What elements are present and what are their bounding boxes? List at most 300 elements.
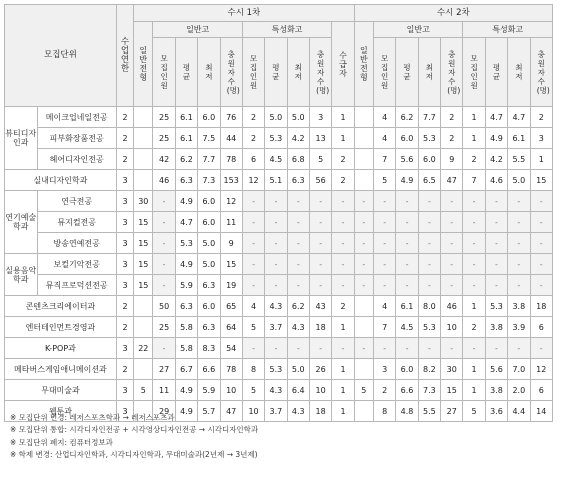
s2-general-hs-cell: 6.0 bbox=[396, 359, 418, 380]
footnote: ※ 모집단위 폐지: 컴퓨터정보과 bbox=[10, 437, 113, 447]
s1-general-hs-cell: - bbox=[153, 191, 175, 212]
s2-general-hs-cell: 4 bbox=[373, 107, 395, 128]
s1-special-hs-header: 특성화고 bbox=[242, 22, 331, 38]
s1-supp-cell: - bbox=[332, 254, 354, 275]
s1-special-hs-cell: 5.3 bbox=[265, 359, 287, 380]
s2-general-track-cell: 5 bbox=[354, 380, 373, 401]
s2-special-hs-cell: 4.7 bbox=[485, 107, 507, 128]
s1-supp-cell: 2 bbox=[332, 170, 354, 191]
s1-sh-fill-header: 충원자수(명) bbox=[309, 38, 331, 107]
s1-general-hs-cell: 6.1 bbox=[175, 107, 197, 128]
s1-general-hs-cell: 8.3 bbox=[198, 338, 220, 359]
s1-special-hs-cell: - bbox=[265, 191, 287, 212]
s1-general-hs-cell: 6.0 bbox=[198, 191, 220, 212]
s2-general-track-cell: - bbox=[354, 233, 373, 254]
unit-name-cell: K-POP과 bbox=[5, 338, 117, 359]
s1-special-hs-cell: - bbox=[265, 212, 287, 233]
years-header: 수업연한 bbox=[116, 5, 133, 107]
s1-general-track-cell: 15 bbox=[134, 212, 153, 233]
s1-special-hs-cell: 2 bbox=[242, 107, 264, 128]
table-row bbox=[5, 170, 553, 191]
s1-general-track-cell: 15 bbox=[134, 275, 153, 296]
s2-general-track-cell bbox=[354, 149, 373, 170]
group-cell: 실용음악학과 bbox=[5, 254, 38, 296]
s2-special-hs-cell: 1 bbox=[463, 359, 485, 380]
s1-general-track-cell: 15 bbox=[134, 233, 153, 254]
s2-special-hs-cell: 4.7 bbox=[508, 107, 530, 128]
s1-general-hs-cell: 4.9 bbox=[175, 401, 197, 422]
s2-general-hs-cell: 6.6 bbox=[396, 380, 418, 401]
s2-special-hs-cell: 5.5 bbox=[508, 149, 530, 170]
s2-general-hs-cell: - bbox=[441, 254, 463, 275]
s1-special-hs-cell: 10 bbox=[309, 380, 331, 401]
s2-general-hs-cell: - bbox=[373, 338, 395, 359]
s1-special-hs-cell: - bbox=[287, 233, 309, 254]
s1-general-hs-cell: 25 bbox=[153, 128, 175, 149]
s2-general-hs-cell: - bbox=[418, 275, 440, 296]
s2-general-hs-cell: - bbox=[418, 191, 440, 212]
s1-special-hs-cell: - bbox=[309, 338, 331, 359]
s1-general-track-cell bbox=[134, 128, 153, 149]
s1-general-hs-cell: 12 bbox=[220, 191, 242, 212]
years-cell: 3 bbox=[116, 233, 133, 254]
s1-general-hs-cell: 9 bbox=[220, 233, 242, 254]
s2-general-hs-cell: 5.6 bbox=[396, 149, 418, 170]
s2-general-hs-cell: 4.9 bbox=[396, 170, 418, 191]
s1-special-hs-cell: 4.5 bbox=[265, 149, 287, 170]
s2-general-hs-cell: 46 bbox=[441, 296, 463, 317]
s1-special-hs-cell: 5.3 bbox=[265, 128, 287, 149]
s1-supp-cell: 2 bbox=[332, 149, 354, 170]
s1-supp-cell: 1 bbox=[332, 128, 354, 149]
s2-sh-min-header: 최저 bbox=[508, 38, 530, 107]
s2-general-track-cell: - bbox=[354, 254, 373, 275]
s1-general-track-cell: 15 bbox=[134, 254, 153, 275]
s2-general-hs-cell: 6.5 bbox=[418, 170, 440, 191]
s1-special-hs-cell: - bbox=[265, 338, 287, 359]
s2-general-hs-cell: 4 bbox=[373, 296, 395, 317]
s1-supp-cell: - bbox=[332, 191, 354, 212]
s2-special-hs-cell: - bbox=[485, 254, 507, 275]
s2-special-hs-cell: 3.6 bbox=[485, 401, 507, 422]
s2-general-hs-cell: - bbox=[396, 212, 418, 233]
s1-general-track-cell bbox=[134, 149, 153, 170]
footnote: ※ 학제 변경: 산업디자인학과, 시각디자인학과, 무대미술과(2년제 → 3년제) bbox=[10, 450, 258, 460]
s2-general-track-cell bbox=[354, 128, 373, 149]
s2-special-hs-cell: 2 bbox=[463, 317, 485, 338]
s1-special-hs-cell: 4.3 bbox=[265, 296, 287, 317]
s2-general-hs-cell: 5.3 bbox=[418, 128, 440, 149]
s1-special-hs-cell: - bbox=[242, 233, 264, 254]
s1-special-hs-cell: 8 bbox=[242, 359, 264, 380]
s1-special-hs-cell: 12 bbox=[242, 170, 264, 191]
s1-general-hs-cell: 76 bbox=[220, 107, 242, 128]
s2-special-hs-cell: 5 bbox=[463, 401, 485, 422]
s2-gh-fill-header: 충원자수(명) bbox=[441, 38, 463, 107]
s1-general-hs-cell: - bbox=[153, 233, 175, 254]
s1-gh-min-header: 최저 bbox=[198, 38, 220, 107]
unit-header: 모집단위 bbox=[5, 5, 117, 107]
years-cell: 2 bbox=[116, 317, 133, 338]
s1-special-hs-cell: 5.0 bbox=[265, 107, 287, 128]
s2-special-hs-cell: 5.3 bbox=[485, 296, 507, 317]
s2-special-hs-cell: - bbox=[508, 275, 530, 296]
s2-special-hs-cell: 3.8 bbox=[485, 317, 507, 338]
s2-special-hs-cell: 15 bbox=[530, 170, 553, 191]
table-row bbox=[5, 275, 553, 296]
s2-general-hs-cell: - bbox=[418, 338, 440, 359]
unit-name-cell: 뮤지컬전공 bbox=[37, 212, 116, 233]
s2-special-hs-cell: 7.0 bbox=[508, 359, 530, 380]
s2-special-hs-cell: - bbox=[463, 254, 485, 275]
s1-supp-cell: - bbox=[332, 233, 354, 254]
s2-sh-fill-header: 충원자수(명) bbox=[530, 38, 553, 107]
unit-name-cell: 뮤직프로덕션전공 bbox=[37, 275, 116, 296]
s2-special-hs-cell: 1 bbox=[530, 149, 553, 170]
s1-general-hs-cell: 6.1 bbox=[175, 128, 197, 149]
s1-gh-avg-header: 평균 bbox=[175, 38, 197, 107]
years-cell: 2 bbox=[116, 359, 133, 380]
s1-special-hs-cell: - bbox=[287, 254, 309, 275]
s2-special-hs-cell: - bbox=[530, 275, 553, 296]
s1-special-hs-cell: 6.3 bbox=[287, 170, 309, 191]
s1-general-hs-cell: 6.2 bbox=[175, 149, 197, 170]
s2-general-hs-cell: 3 bbox=[373, 359, 395, 380]
s2-special-hs-cell: - bbox=[508, 212, 530, 233]
s1-general-hs-cell: 5.8 bbox=[175, 338, 197, 359]
s2-general-track-cell: - bbox=[354, 191, 373, 212]
s2-general-hs-cell: - bbox=[441, 275, 463, 296]
s1-general-hs-cell: 64 bbox=[220, 317, 242, 338]
s1-special-hs-cell: 4 bbox=[242, 296, 264, 317]
s2-general-hs-header: 일반고 bbox=[373, 22, 462, 38]
table-row bbox=[5, 107, 553, 128]
s2-special-hs-cell: 18 bbox=[530, 296, 553, 317]
unit-name-cell: 메이크업네일전공 bbox=[37, 107, 116, 128]
s2-general-hs-cell: - bbox=[441, 338, 463, 359]
s1-general-hs-cell: 44 bbox=[220, 128, 242, 149]
s1-general-hs-cell: 25 bbox=[153, 107, 175, 128]
s1-general-hs-cell: - bbox=[153, 275, 175, 296]
s2-general-hs-cell: 2 bbox=[373, 380, 395, 401]
unit-name-cell: 보컬기악전공 bbox=[37, 254, 116, 275]
table-row bbox=[5, 296, 553, 317]
s1-general-hs-cell: 5.8 bbox=[175, 317, 197, 338]
s1-supp-header: 수급자 bbox=[332, 22, 354, 107]
years-cell: 3 bbox=[116, 191, 133, 212]
s2-general-hs-cell: 8.0 bbox=[418, 296, 440, 317]
s2-general-hs-cell: 5.3 bbox=[418, 317, 440, 338]
s2-general-hs-cell: - bbox=[396, 275, 418, 296]
s2-special-hs-cell: 1 bbox=[463, 128, 485, 149]
s1-gh-recruit-header: 모집인원 bbox=[153, 38, 175, 107]
s1-special-hs-cell: 5.0 bbox=[287, 359, 309, 380]
s1-special-hs-cell: - bbox=[265, 275, 287, 296]
s1-supp-cell: 1 bbox=[332, 380, 354, 401]
admission-results-table bbox=[4, 4, 553, 422]
s2-special-hs-cell: 12 bbox=[530, 359, 553, 380]
susi-2-header: 수시 2차 bbox=[354, 5, 552, 22]
s2-gh-min-header: 최저 bbox=[418, 38, 440, 107]
s2-special-hs-cell: 4.2 bbox=[485, 149, 507, 170]
s1-special-hs-cell: 2 bbox=[242, 128, 264, 149]
s2-general-hs-cell: - bbox=[441, 212, 463, 233]
s2-general-hs-cell: 7.7 bbox=[418, 107, 440, 128]
s2-sh-recruit-header: 모집인원 bbox=[463, 38, 485, 107]
s2-general-hs-cell: - bbox=[418, 233, 440, 254]
years-cell: 3 bbox=[116, 380, 133, 401]
s1-supp-cell: - bbox=[332, 338, 354, 359]
s2-special-hs-cell: - bbox=[530, 233, 553, 254]
unit-name-cell: 무대미술과 bbox=[5, 380, 117, 401]
s1-special-hs-cell: - bbox=[265, 254, 287, 275]
s2-general-hs-cell: 4.5 bbox=[396, 317, 418, 338]
s2-special-hs-cell: 1 bbox=[463, 296, 485, 317]
s1-general-hs-cell: 6.3 bbox=[175, 296, 197, 317]
s2-special-hs-cell: 3 bbox=[530, 128, 553, 149]
s1-special-hs-cell: - bbox=[309, 254, 331, 275]
table-row bbox=[5, 380, 553, 401]
s1-general-hs-cell: 4.9 bbox=[175, 380, 197, 401]
s1-general-hs-cell: 5.7 bbox=[198, 401, 220, 422]
s1-special-hs-cell: 5.0 bbox=[287, 107, 309, 128]
s2-special-hs-cell: 5.0 bbox=[508, 170, 530, 191]
s2-general-hs-cell: - bbox=[441, 191, 463, 212]
unit-name-cell: 실내디자인학과 bbox=[5, 170, 117, 191]
s1-special-hs-cell: 4.2 bbox=[287, 128, 309, 149]
s2-general-hs-cell: 5.5 bbox=[418, 401, 440, 422]
table-row bbox=[5, 254, 553, 275]
s2-special-hs-cell: 6.1 bbox=[508, 128, 530, 149]
s2-special-hs-header: 특성화고 bbox=[463, 22, 553, 38]
s1-supp-cell: 1 bbox=[332, 107, 354, 128]
s1-general-hs-cell: 54 bbox=[220, 338, 242, 359]
unit-name-cell: 웹툰과 bbox=[5, 401, 117, 422]
s1-special-hs-cell: 6.8 bbox=[287, 149, 309, 170]
s2-general-hs-cell: - bbox=[418, 254, 440, 275]
s2-general-hs-cell: 7 bbox=[373, 149, 395, 170]
s2-general-hs-cell: 10 bbox=[441, 317, 463, 338]
s1-general-hs-cell: 6.3 bbox=[175, 170, 197, 191]
table-row bbox=[5, 128, 553, 149]
s2-special-hs-cell: - bbox=[508, 338, 530, 359]
s1-special-hs-cell: 5 bbox=[309, 149, 331, 170]
s1-general-track-cell bbox=[134, 170, 153, 191]
s1-special-hs-cell: - bbox=[309, 233, 331, 254]
s1-general-hs-cell: 5.9 bbox=[198, 380, 220, 401]
s2-general-hs-cell: - bbox=[373, 254, 395, 275]
s1-special-hs-cell: 6.2 bbox=[287, 296, 309, 317]
s1-general-hs-cell: 65 bbox=[220, 296, 242, 317]
s1-supp-cell: - bbox=[332, 275, 354, 296]
s1-general-hs-cell: - bbox=[153, 212, 175, 233]
s1-gh-fill-header: 충원자수(명) bbox=[220, 38, 242, 107]
s2-special-hs-cell: 1 bbox=[463, 380, 485, 401]
s1-special-hs-cell: 5 bbox=[242, 380, 264, 401]
s1-supp-cell: 2 bbox=[332, 296, 354, 317]
s1-general-hs-cell: 19 bbox=[220, 275, 242, 296]
s2-special-hs-cell: - bbox=[508, 191, 530, 212]
s1-general-track-cell bbox=[134, 296, 153, 317]
s2-general-hs-cell: 4 bbox=[373, 128, 395, 149]
s2-general-hs-cell: 7.3 bbox=[418, 380, 440, 401]
s2-general-hs-cell: 27 bbox=[441, 401, 463, 422]
s2-general-hs-cell: - bbox=[373, 191, 395, 212]
s2-special-hs-cell: - bbox=[508, 233, 530, 254]
s2-general-hs-cell: - bbox=[373, 212, 395, 233]
s2-special-hs-cell: - bbox=[485, 233, 507, 254]
s2-special-hs-cell: - bbox=[508, 254, 530, 275]
s1-special-hs-cell: 26 bbox=[309, 359, 331, 380]
s2-general-hs-cell: 7 bbox=[373, 317, 395, 338]
years-cell: 3 bbox=[116, 170, 133, 191]
s2-special-hs-cell: - bbox=[463, 233, 485, 254]
s1-supp-cell: 1 bbox=[332, 401, 354, 422]
s1-general-hs-cell: 11 bbox=[153, 380, 175, 401]
s1-general-hs-cell: 25 bbox=[153, 317, 175, 338]
group-cell: 연기예술학과 bbox=[5, 191, 38, 254]
s2-general-hs-cell: - bbox=[396, 191, 418, 212]
s1-special-hs-cell: - bbox=[242, 338, 264, 359]
s2-general-hs-cell: - bbox=[396, 233, 418, 254]
table-row bbox=[5, 317, 553, 338]
s1-supp-cell: 1 bbox=[332, 359, 354, 380]
s1-supp-cell: 1 bbox=[332, 317, 354, 338]
s2-general-hs-cell: 30 bbox=[441, 359, 463, 380]
s2-special-hs-cell: - bbox=[530, 254, 553, 275]
s2-special-hs-cell: 6 bbox=[530, 380, 553, 401]
years-cell: 3 bbox=[116, 254, 133, 275]
s2-gh-avg-header: 평균 bbox=[396, 38, 418, 107]
s2-general-track-cell bbox=[354, 359, 373, 380]
s1-special-hs-cell: - bbox=[309, 212, 331, 233]
years-cell: 2 bbox=[116, 107, 133, 128]
table-row bbox=[5, 149, 553, 170]
s2-special-hs-cell: 6 bbox=[530, 317, 553, 338]
s2-special-hs-cell: 5.6 bbox=[485, 359, 507, 380]
s1-special-hs-cell: - bbox=[242, 254, 264, 275]
s1-general-hs-cell: 7.3 bbox=[198, 170, 220, 191]
s1-general-track-header: 일반전형 bbox=[134, 22, 153, 107]
s2-special-hs-cell: - bbox=[463, 191, 485, 212]
s2-general-track-cell bbox=[354, 296, 373, 317]
s2-general-hs-cell: 4.8 bbox=[396, 401, 418, 422]
s2-special-hs-cell: 2 bbox=[530, 107, 553, 128]
s2-general-hs-cell: - bbox=[441, 233, 463, 254]
unit-name-cell: 연극전공 bbox=[37, 191, 116, 212]
s2-general-hs-cell: 6.1 bbox=[396, 296, 418, 317]
s1-general-hs-cell: 153 bbox=[220, 170, 242, 191]
s2-special-hs-cell: 4.6 bbox=[485, 170, 507, 191]
s2-special-hs-cell: 3.9 bbox=[508, 317, 530, 338]
s1-general-track-cell bbox=[134, 317, 153, 338]
s2-gh-recruit-header: 모집인원 bbox=[373, 38, 395, 107]
s1-general-track-cell: 22 bbox=[134, 338, 153, 359]
s1-general-hs-cell: 6.3 bbox=[198, 317, 220, 338]
s1-general-hs-cell: 42 bbox=[153, 149, 175, 170]
s1-special-hs-cell: 6.4 bbox=[287, 380, 309, 401]
s1-special-hs-cell: 18 bbox=[309, 401, 331, 422]
s2-special-hs-cell: 14 bbox=[530, 401, 553, 422]
s2-general-hs-cell: 6.2 bbox=[396, 107, 418, 128]
s1-supp-cell: - bbox=[332, 212, 354, 233]
table-row bbox=[5, 191, 553, 212]
s1-sh-avg-header: 평균 bbox=[265, 38, 287, 107]
s2-general-hs-cell: 47 bbox=[441, 170, 463, 191]
s1-general-hs-cell: 4.7 bbox=[175, 212, 197, 233]
unit-name-cell: 콘텐츠크리에이터과 bbox=[5, 296, 117, 317]
s1-special-hs-cell: 43 bbox=[309, 296, 331, 317]
s2-general-hs-cell: - bbox=[396, 338, 418, 359]
s2-general-hs-cell: - bbox=[418, 212, 440, 233]
s1-general-hs-cell: 27 bbox=[153, 359, 175, 380]
s1-general-track-cell: 30 bbox=[134, 191, 153, 212]
s2-special-hs-cell: - bbox=[463, 275, 485, 296]
s2-special-hs-cell: 2.0 bbox=[508, 380, 530, 401]
s2-special-hs-cell: 4.9 bbox=[485, 128, 507, 149]
s1-sh-recruit-header: 모집인원 bbox=[242, 38, 264, 107]
s2-general-hs-cell: 15 bbox=[441, 380, 463, 401]
unit-name-cell: 피부화장품전공 bbox=[37, 128, 116, 149]
s1-special-hs-cell: - bbox=[287, 212, 309, 233]
s2-special-hs-cell: 3.8 bbox=[508, 296, 530, 317]
s2-general-hs-cell: 2 bbox=[441, 128, 463, 149]
s1-special-hs-cell: - bbox=[287, 338, 309, 359]
s1-general-hs-cell: 4.9 bbox=[175, 254, 197, 275]
s1-special-hs-cell: 4.3 bbox=[287, 317, 309, 338]
s1-general-hs-cell: 47 bbox=[220, 401, 242, 422]
s1-special-hs-cell: 6 bbox=[242, 149, 264, 170]
s2-special-hs-cell: - bbox=[530, 191, 553, 212]
s1-special-hs-cell: 4.3 bbox=[265, 380, 287, 401]
unit-name-cell: 메타버스게임애니메이션과 bbox=[5, 359, 117, 380]
s2-general-hs-cell: 2 bbox=[441, 107, 463, 128]
s1-general-track-cell bbox=[134, 359, 153, 380]
s1-special-hs-cell: 5 bbox=[242, 317, 264, 338]
s2-general-track-cell bbox=[354, 107, 373, 128]
s2-special-hs-cell: - bbox=[530, 338, 553, 359]
s2-special-hs-cell: - bbox=[485, 275, 507, 296]
years-cell: 3 bbox=[116, 401, 133, 422]
table-row bbox=[5, 359, 553, 380]
s1-general-hs-cell: 5.0 bbox=[198, 233, 220, 254]
s1-special-hs-cell: 3.7 bbox=[265, 401, 287, 422]
s2-sh-avg-header: 평균 bbox=[485, 38, 507, 107]
s1-special-hs-cell: 3 bbox=[309, 107, 331, 128]
s1-general-hs-cell: - bbox=[153, 254, 175, 275]
s2-general-hs-cell: - bbox=[373, 275, 395, 296]
s1-special-hs-cell: - bbox=[242, 275, 264, 296]
s1-special-hs-cell: - bbox=[309, 275, 331, 296]
s1-general-hs-cell: 78 bbox=[220, 149, 242, 170]
s2-special-hs-cell: 3.8 bbox=[485, 380, 507, 401]
s1-special-hs-cell: - bbox=[287, 191, 309, 212]
s2-general-hs-cell: 9 bbox=[441, 149, 463, 170]
s2-special-hs-cell: - bbox=[530, 212, 553, 233]
s1-general-hs-cell: 6.0 bbox=[198, 296, 220, 317]
s1-general-hs-cell: 50 bbox=[153, 296, 175, 317]
s1-special-hs-cell: - bbox=[309, 191, 331, 212]
s1-general-hs-cell: 10 bbox=[220, 380, 242, 401]
s1-general-hs-cell: 46 bbox=[153, 170, 175, 191]
s1-general-hs-cell: 78 bbox=[220, 359, 242, 380]
s1-general-hs-cell: 5.0 bbox=[198, 254, 220, 275]
s2-general-track-header: 일반전형 bbox=[354, 22, 373, 107]
s1-general-hs-cell: 29 bbox=[153, 401, 175, 422]
table-row bbox=[5, 233, 553, 254]
years-cell: 3 bbox=[116, 275, 133, 296]
s2-special-hs-cell: 1 bbox=[463, 107, 485, 128]
